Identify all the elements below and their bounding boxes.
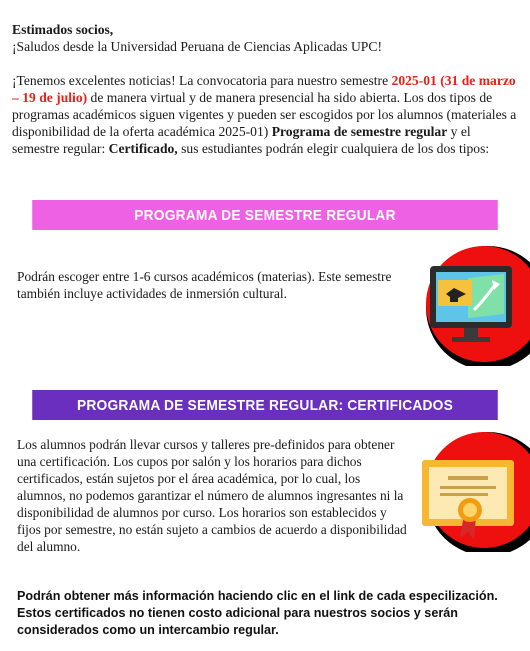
semester-dates: 2025-01 (31 de marzo – 19 de julio) [12,73,516,105]
intro-text-1: ¡Tenemos excelentes noticias! La convocatoria para nuestro semestre [12,73,392,88]
welcome-line: ¡Saludos desde la Universidad Peruana de Ciencias Aplicadas UPC! [12,39,382,54]
section-certificates-body: Los alumnos podrán llevar cursos y talleres pre-definidos para obtener una certificación. Los cupos por salón y los horarios para dichos certificados, están sujetos por el área académica, por lo cual, los alumnos, no podemos garantizar el número de alumnos ingresantes ni la disponibilidad de alumnos por curso. Los horarios son establecidos y fijos por semestre, no están sujeto a cambios de acuerdo a disponibilidad del alumno. [17,437,407,554]
section-regular-body: Podrán escoger entre 1-6 cursos académicos (materias). Este semestre también incluye actividades de inmersión cultural. [17,269,392,301]
footer-note: Podrán obtener más información haciendo clic en el link de cada especilización. Estos certificados no tienen costo adicional para nuestros socios y serán considerados como un intercambio regular. [17,589,498,637]
certificate-label: Certificado, [108,141,178,156]
greeting: Estimados socios, [12,22,114,37]
intro-paragraph [12,72,520,157]
intro-text-3: y el semestre regular: [12,124,471,156]
section-regular-banner [32,200,498,230]
section-regular-title: PROGRAMA DE SEMESTRE REGULAR [134,206,396,224]
intro-text-4: sus estudiantes podrán elegir cualquiera de los dos tipos: [177,141,490,156]
section-certificates-title: PROGRAMA DE SEMESTRE REGULAR: CERTIFICADOS [76,396,453,414]
program-regular-label: Programa de semestre regular [271,124,448,139]
certificate-icon [408,430,530,552]
intro-text-2: de manera virtual y de manera presencial ha sido abierta. Los dos tipos de programas académicos siguen vigentes y pueden ser escogidos por los alumnos (materiales a disponibilidad de la oferta académica 2025-01) [12,90,517,139]
section-certificates-banner [32,390,498,420]
computer-graduation-icon [408,244,530,366]
